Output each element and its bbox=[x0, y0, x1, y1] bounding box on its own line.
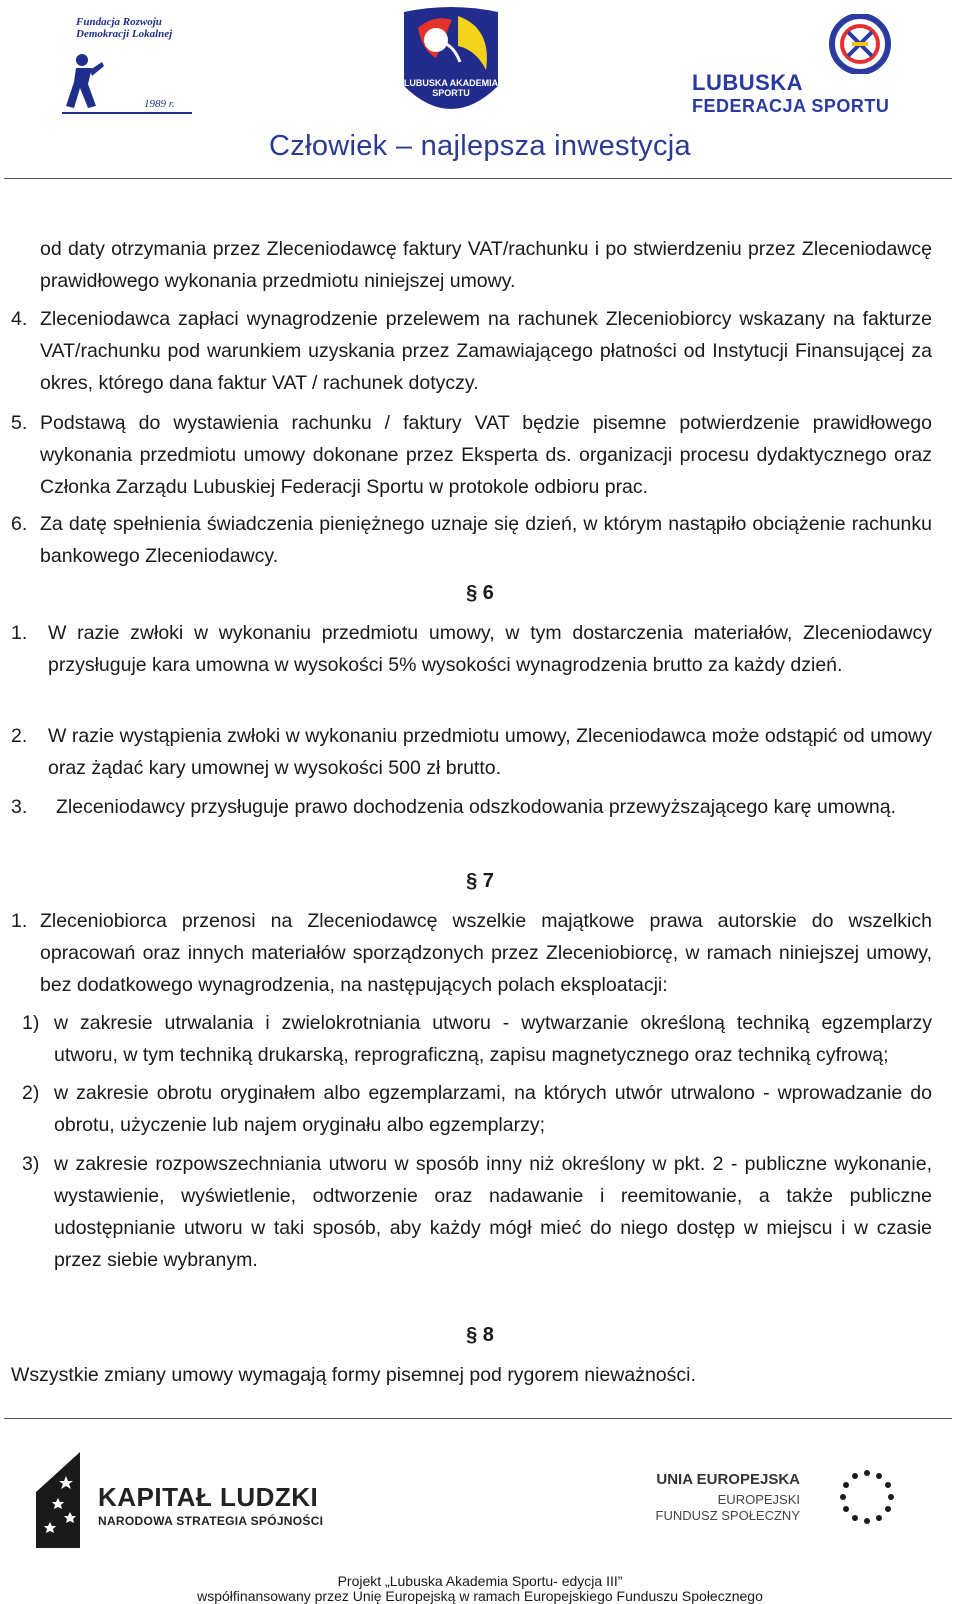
akademia-logo-text: LUBUSKA AKADEMIA SPORTU bbox=[403, 78, 499, 98]
federacja-emblem-icon bbox=[692, 14, 932, 74]
federacja-logo-line1: LUBUSKA bbox=[692, 70, 804, 95]
federacja-logo-line2: FEDERACJA SPORTU bbox=[692, 96, 890, 116]
kapital-ludzki-subtitle: NARODOWA STRATEGIA SPÓJNOŚCI bbox=[98, 1514, 324, 1528]
akademia-shield-icon bbox=[396, 6, 506, 124]
list-item-text: Podstawą do wystawienia rachunku / faktury VAT będzie pisemne potwierdzenie prawidłowego wykonania przedmiotu umowy dokonane przez Eksperta ds. organizacji procesu dydaktycznego oraz Członka Zarządu Lubuskiej Federacji Sportu w protokole odbioru prac. bbox=[40, 412, 932, 498]
list-item-text: W razie wystąpienia zwłoki w wykonaniu przedmiotu umowy, Zleceniodawca może odstąpić od umowy oraz żądać kary umownej w wysokości 500 zł brutto. bbox=[48, 725, 932, 779]
list-item-text: W razie zwłoki w wykonaniu przedmiotu umowy, w tym dostarczenia materiałów, Zleceniodawcy przysługuje kara umowna w wysokości 5% wysokości wynagrodzenia brutto za każdy dzień. bbox=[48, 622, 932, 676]
footer-cofinancing-note: współfinansowany przez Unię Europejską w ramach Europejskiego Funduszu Społecznego bbox=[197, 1588, 763, 1604]
lubuska-akademia-logo bbox=[396, 6, 506, 124]
footer-project-name: Projekt „Lubuska Akademia Sportu- edycja III” bbox=[337, 1573, 623, 1589]
list-item-number: 4. bbox=[11, 308, 28, 330]
sublist-item-number: 2) bbox=[22, 1082, 40, 1104]
kapital-ludzki-title: KAPITAŁ LUDZKI bbox=[98, 1482, 319, 1512]
list-item-number: 3. bbox=[11, 796, 28, 818]
eu-title: UNIA EUROPEJSKA bbox=[656, 1471, 800, 1488]
lubuska-federacja-logo bbox=[692, 14, 932, 124]
section-6-heading: § 6 bbox=[466, 582, 494, 604]
list-item-number: 2. bbox=[11, 725, 28, 747]
sublist-item-text: w zakresie utrwalania i zwielokrotniania utworu - wytwarzanie określoną techniką egzemplarzy utworu, w tym techniką drukarską, reprograficzną, zapisu magnetycznego oraz techniką cyfrową; bbox=[54, 1012, 932, 1066]
section-7-heading: § 7 bbox=[466, 870, 494, 892]
eu-subtitle-line1: EUROPEJSKI bbox=[717, 1492, 800, 1507]
list-item-number: 5. bbox=[11, 412, 28, 434]
fundacja-logo bbox=[62, 14, 192, 118]
intro-paragraph: od daty otrzymania przez Zleceniodawcę faktury VAT/rachunku i po stwierdzeniu przez Zleceniodawcę prawidłowego wykonania przedmiotu niniejszej umowy. bbox=[40, 238, 932, 292]
sublist-item-number: 3) bbox=[22, 1153, 40, 1175]
header-divider bbox=[4, 178, 952, 179]
section-8-text: Wszystkie zmiany umowy wymagają formy pisemnej pod rygorem nieważności. bbox=[11, 1364, 696, 1386]
list-item-number: 6. bbox=[11, 513, 28, 535]
kapital-ludzki-emblem-icon bbox=[36, 1452, 80, 1548]
list-item-number: 1. bbox=[11, 622, 28, 644]
list-item-number: 1. bbox=[11, 910, 28, 932]
section-8-heading: § 8 bbox=[466, 1324, 494, 1346]
sublist-item-text: w zakresie obrotu oryginałem albo egzemplarzami, na których utwór utrwalono - wprowadzanie do obrotu, użyczenie lub najem oryginału albo egzemplarzy; bbox=[54, 1082, 932, 1136]
eu-subtitle-line2: FUNDUSZ SPOŁECZNY bbox=[655, 1508, 800, 1523]
fundacja-logo-year: 1989 r. bbox=[144, 98, 175, 110]
header-tagline: Człowiek – najlepsza inwestycja bbox=[269, 130, 691, 162]
sublist-item-text: w zakresie rozpowszechniania utworu w sposób inny niż określony w pkt. 2 - publiczne wykonanie, wystawienie, wyświetlenie, odtworzenie oraz nadawanie i reemitowanie, a także publiczne udostępnianie utworu w taki sposób, aby każdy mógł mieć do niego dostęp w miejscu i w czasie przez siebie wybranym. bbox=[54, 1153, 932, 1271]
list-item-text: Za datę spełnienia świadczenia pieniężnego uznaje się dzień, w którym nastąpiło obciążenie rachunku bankowego Zleceniodawcy. bbox=[40, 513, 932, 567]
list-item-text: Zleceniodawca zapłaci wynagrodzenie przelewem na rachunek Zleceniobiorcy wskazany na fakturze VAT/rachunku pod warunkiem uzyskania przez Zamawiającego płatności od Instytucji Finansującej za okres, którego dana faktur VAT / rachunek dotyczy. bbox=[40, 308, 932, 394]
fundacja-logo-name: Fundacja Rozwoju Demokracji Lokalnej bbox=[76, 16, 173, 40]
eu-stars-icon bbox=[836, 1466, 898, 1528]
list-item-text: Zleceniobiorca przenosi na Zleceniodawcę wszelkie majątkowe prawa autorskie do wszelkich opracowań oraz innych materiałów sporządzonych przez Zleceniobiorcę, w ramach niniejszej umowy, bez dodatkowego wynagrodzenia, na następujących polach eksploatacji: bbox=[40, 910, 932, 996]
sublist-item-number: 1) bbox=[22, 1012, 40, 1034]
footer-divider bbox=[4, 1418, 952, 1419]
list-item-text: Zleceniodawcy przysługuje prawo dochodzenia odszkodowania przewyższającego karę umowną. bbox=[56, 796, 897, 818]
